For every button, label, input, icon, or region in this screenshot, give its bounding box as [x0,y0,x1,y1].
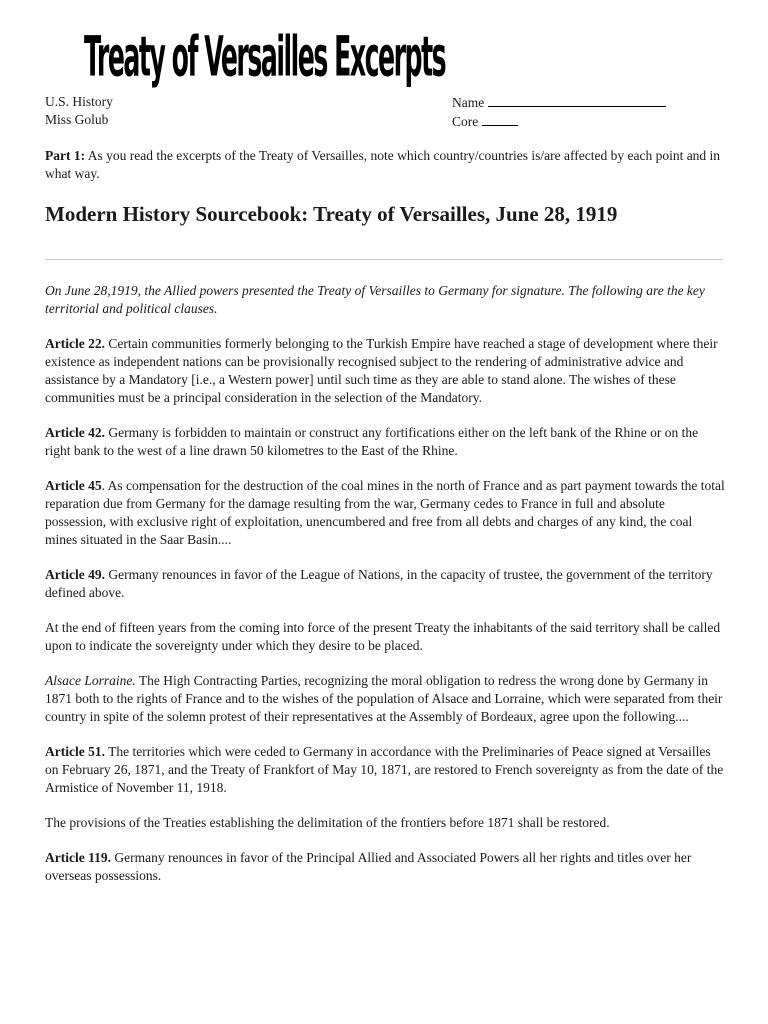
article-22 [45,335,725,407]
article-49 [45,566,725,602]
article-label: Article 49. [45,567,105,582]
alsace-label: Alsace Lorraine. [45,673,136,688]
article-49-followup: At the end of fifteen years from the coming into force of the present Treaty the inhabitants of the said territory shall be called upon to indicate the sovereignty under which they desire to be placed. [45,620,721,653]
article-label: Article 45 [45,478,102,493]
article-text: . As compensation for the destruction of the coal mines in the north of France and as part payment towards the total reparation due from Germany for the damage resulting from the war, Germany cedes to France in full and absolute possession, with exclusive right of exploitation, unencumbered and free from all debts and charges of any kind, the coal mines situated in the Saar Basin.... [45,478,725,547]
article-text: Certain communities formerly belonging to the Turkish Empire have reached a stage of development where their existence as independent nations can be provisionally recognised subject to the rendering of administrative advice and assistance by a Mandatory [i.e., a Western power] until such time as they are able to stand alone. The wishes of these communities must be a principal consideration in the selection of the Mandatory. [45,336,718,405]
core-blank[interactable] [482,112,518,126]
article-label: Article 119. [45,850,111,865]
class-info [45,93,113,129]
article-45 [45,477,725,549]
part1-text: As you read the excerpts of the Treaty of Versailles, note which country/countries is/are affected by each point and in what way. [45,148,721,181]
sourcebook-title: Modern History Sourcebook: Treaty of Versailles, June 28, 1919 [45,202,618,226]
article-51 [45,743,725,797]
core-label: Core [452,114,479,129]
core-row [452,112,666,131]
student-info [452,93,666,131]
divider [45,259,723,260]
course-name: U.S. History [45,94,113,109]
worksheet-title: Treaty of Versailles Excerpts [84,25,446,90]
article-label: Article 51. [45,744,105,759]
intro-paragraph: On June 28,1919, the Allied powers presented the Treaty of Versailles to Germany for signature. The following are the key territorial and political clauses. [45,283,705,316]
article-text: Germany renounces in favor of the Principal Allied and Associated Powers all her rights and titles over her overseas possessions. [45,850,692,883]
part1-label: Part 1: [45,148,86,163]
name-label: Name [452,95,485,110]
article-text: Germany is forbidden to maintain or construct any fortifications either on the left bank of the Rhine or on the right bank to the west of a line drawn 50 kilometres to the East of the Rhine. [45,425,699,458]
article-119 [45,849,725,885]
name-row [452,93,666,112]
article-text: The territories which were ceded to Germany in accordance with the Preliminaries of Peace signed at Versailles on February 26, 1871, and the Treaty of Frankfort of May 10, 1871, are restored to French sovereignty as from the date of the Armistice of November 11, 1918. [45,744,724,795]
article-42 [45,424,725,460]
alsace-text: The High Contracting Parties, recognizing the moral obligation to redress the wrong done by Germany in 1871 both to the rights of France and to the wishes of the population of Alsace and Lorraine, which were separated from their country in spite of the solemn protest of their representatives at the Assembly of Bordeaux, agree upon the following.... [45,673,723,724]
name-blank[interactable] [488,93,666,107]
article-label: Article 22. [45,336,105,351]
teacher-name: Miss Golub [45,112,109,127]
article-label: Article 42. [45,425,105,440]
alsace-lorraine [45,672,725,726]
article-text: Germany renounces in favor of the League of Nations, in the capacity of trustee, the government of the territory defined above. [45,567,713,600]
part1-instructions [45,147,725,183]
article-51-followup: The provisions of the Treaties establishing the delimitation of the frontiers before 1871 shall be restored. [45,815,610,830]
treaty-excerpts [45,282,725,902]
